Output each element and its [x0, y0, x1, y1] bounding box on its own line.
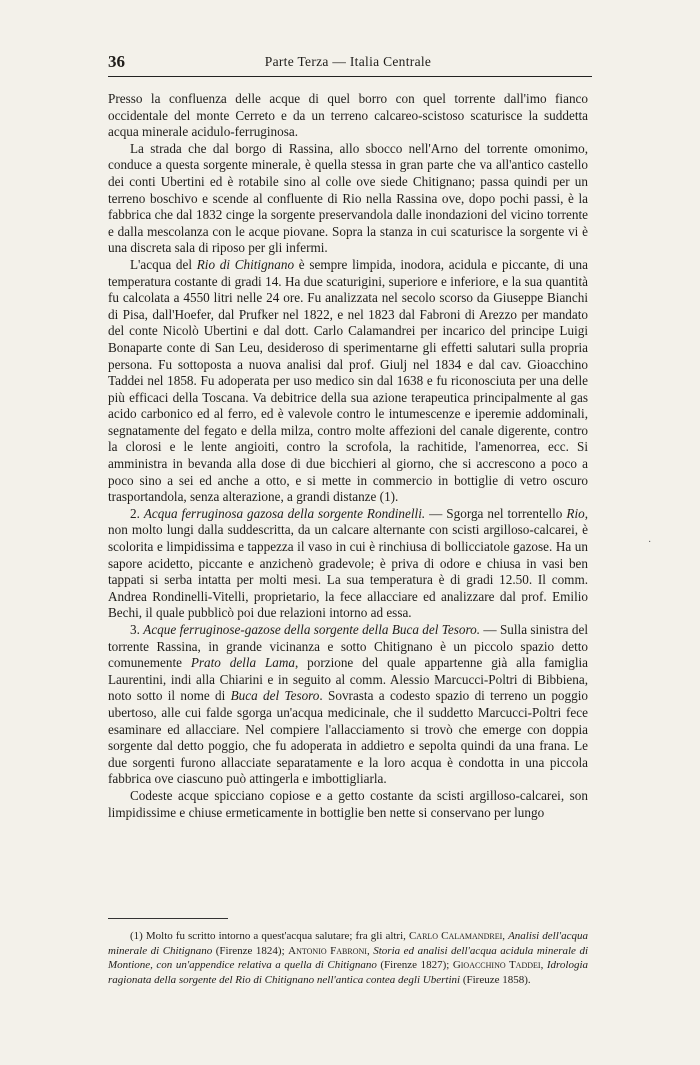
item-number: 3. [130, 622, 144, 637]
author-name: Carlo Calamandrei [408, 930, 503, 942]
footnote [108, 929, 588, 987]
text-run: (1) Molto fu scritto intorno a quest'acqua salutare; fra gli altri, [130, 930, 409, 942]
page-header [108, 50, 588, 76]
italic-run: Prato della Lama [190, 655, 295, 671]
book-title: Storia ed analisi dell'acqua acidula minerale di Montione, con un'appendice relativa a quella di Chitignano [108, 944, 588, 972]
text-run: (Firenze 1827); [376, 959, 453, 972]
paragraph-5 [108, 622, 588, 788]
text-run: — Sulla sinistra del torrente Rassina, in grande vicinanza e sotto Chitignano è un piccolo spazio detto comunemente [108, 622, 588, 671]
footnote-1 [108, 929, 588, 987]
margin-mark: · [648, 537, 652, 548]
text-run: , [366, 944, 374, 957]
text-run: , [502, 930, 509, 942]
text-run: , non molto lungi dalla suddescritta, da un calcare alternante con scisti argilloso-calcarei, è scolorita e limpidissima e tappezza il vaso in cui è rinchiusa di bollicciatole gazose. Ha un sapore acidetto, piccante e anzichenò gradevole; è priva di odore e chiusa in vasi ben tappati si serba intatta per molti mesi. La sua temperatura è di gradi 12.50. Il comm. Andrea Rondinelli-Vitelli, proprietario, la fece allacciare ed analizzare dal prof. Emilio Bechi, il quale pubblicò poi due relazioni intorno ad essa. [108, 505, 589, 621]
text-run: L'acqua del [130, 256, 197, 272]
running-title: Parte Terza — Italia Centrale [264, 54, 432, 69]
author-name: Antonio Fabroni [288, 944, 367, 957]
header-rule [108, 76, 592, 77]
page-number: 36 [108, 52, 125, 71]
italic-run: Rio [566, 505, 585, 521]
italic-run: Buca del Tesoro [230, 688, 320, 704]
text-run: , [540, 959, 547, 972]
item-heading: Acque ferruginose-gazose della sorgente della Buca del Tesoro. [143, 622, 481, 637]
text-run: . Sovrasta a codesto spazio di terreno un poggio ubertoso, alle cui falde sgorga un'acqua medicinale, che il suddetto Marcucci-Poltri fece esaminare ed allacciare. Nel compiere l'allacciamento si trovò che emerge con doppia sorgente dal detto poggio, che fu adoperata in addietro e sepolta quindi da una frana. Le due sorgenti furono allacciate separatamente e la loro acqua è condotta in una piccola fabbrica ove ciascuno può attingerla e imbottigliarla. [108, 688, 588, 787]
book-title: Idrologia ragionata della sorgente del Rio di Chitignano nell'antica contea degli Ubertini [108, 959, 589, 986]
text-run: (Firenze 1824); [212, 944, 289, 957]
text-run: , porzione del quale appartenne già alla famiglia Laurentini, indi alla Chiarini e in seguito al comm. Alessio Marcucci-Poltri di Bibbiena, noto sotto il nome di [108, 655, 589, 704]
item-heading: Acqua ferruginosa gazosa della sorgente Rondinelli. [143, 505, 426, 521]
author-name: Gioacchino Taddei [452, 959, 541, 972]
paragraph-2: La strada che dal borgo di Rassina, allo sbocco nell'Arno del torrente omonimo, conduce a questa sorgente minerale, è quella stessa in gran parte che va all'antico castello dei conti Ubertini ed è rotabile sino al colle ove siede Chitignano; passa quindi per un terreno boschivo e scende al confluente di Rio nella Rassina ove, dopo pochi passi, è la fabbrica che dal 1832 cinge la sorgente preservandola dalle inondazioni del vicino torrente e dalla mescolanza con le acque piovane. Sopra la stanza in cui scaturisce la sorgente vi è una discreta sala di riposo per gli infermi. [108, 140, 588, 256]
text-run: — Sgorga nel torrentello [425, 505, 567, 521]
book-title: Analisi dell'acqua minerale di Chitignano [108, 930, 589, 957]
body-text [108, 91, 588, 821]
paragraph-4 [108, 506, 588, 622]
text-run: è sempre limpida, inodora, acidula e piccante, di una temperatura costante di gradi 14. Ha due scaturigini, superiore e inferiore, e la sua quantità fu calcolata a 4550 litri nelle 24 ore. Fu analizzata nel secolo scorso da Giuseppe Bianchi di Pisa, dall'Hoefer, dal Prufker nel 1822, e nel 1823 dal Fabroni di Arezzo per mandato del conte Nicolò Ubertini e dal dott. Carlo Calamandrei per incarico del principe Luigi Bonaparte conte di San Leu, desideroso di sperimentarne gli effetti salutari sulla propria persona. Fu sottoposta a nuova analisi dal prof. Giulj nel 1834 e dal cav. Gioacchino Taddei nel 1858. Fu adoperata per uso medico sin dal 1638 e fu riconosciuta per una delle più efficaci della Toscana. Va debitrice della sua azione terapeutica principalmente al gas acido carbonico ed al ferro, ed è valevole contro le intumescenze e iperemie addominali, segnatamente del fegato e della milza, contro molte affezioni del canale digerente, contro la clorosi e le lente angioiti, contro la scrofola, la rachitide, l'amenorrea, ecc. Si amministra in bevanda alla dose di due bicchieri al giorno, che si accrescono a poco a poco sino a sei ed anche a otto, e si mette in commercio in bottiglie di vetro oscuro trasportandola, senza alterazione, a grandi distanze (1). [108, 256, 588, 505]
text-run: (Fireuze 1858). [460, 973, 531, 986]
paragraph-1: Presso la confluenza delle acque di quel borro con quel torrente dall'imo fianco occidentale del monte Cerreto e da un terreno calcareo-scistoso scaturisce la suddetta acqua minerale acidulo-ferruginosa. [108, 91, 588, 140]
footnote-rule [108, 918, 228, 919]
italic-run: Rio di Chitignano [196, 256, 295, 272]
item-number: 2. [130, 505, 144, 521]
paragraph-3 [108, 257, 588, 506]
paragraph-6: Codeste acque spicciano copiose e a getto costante da scisti argilloso-calcarei, son limpidissime e chiuse ermeticamente in bottiglie ben nette si conservano per lungo [108, 787, 588, 820]
